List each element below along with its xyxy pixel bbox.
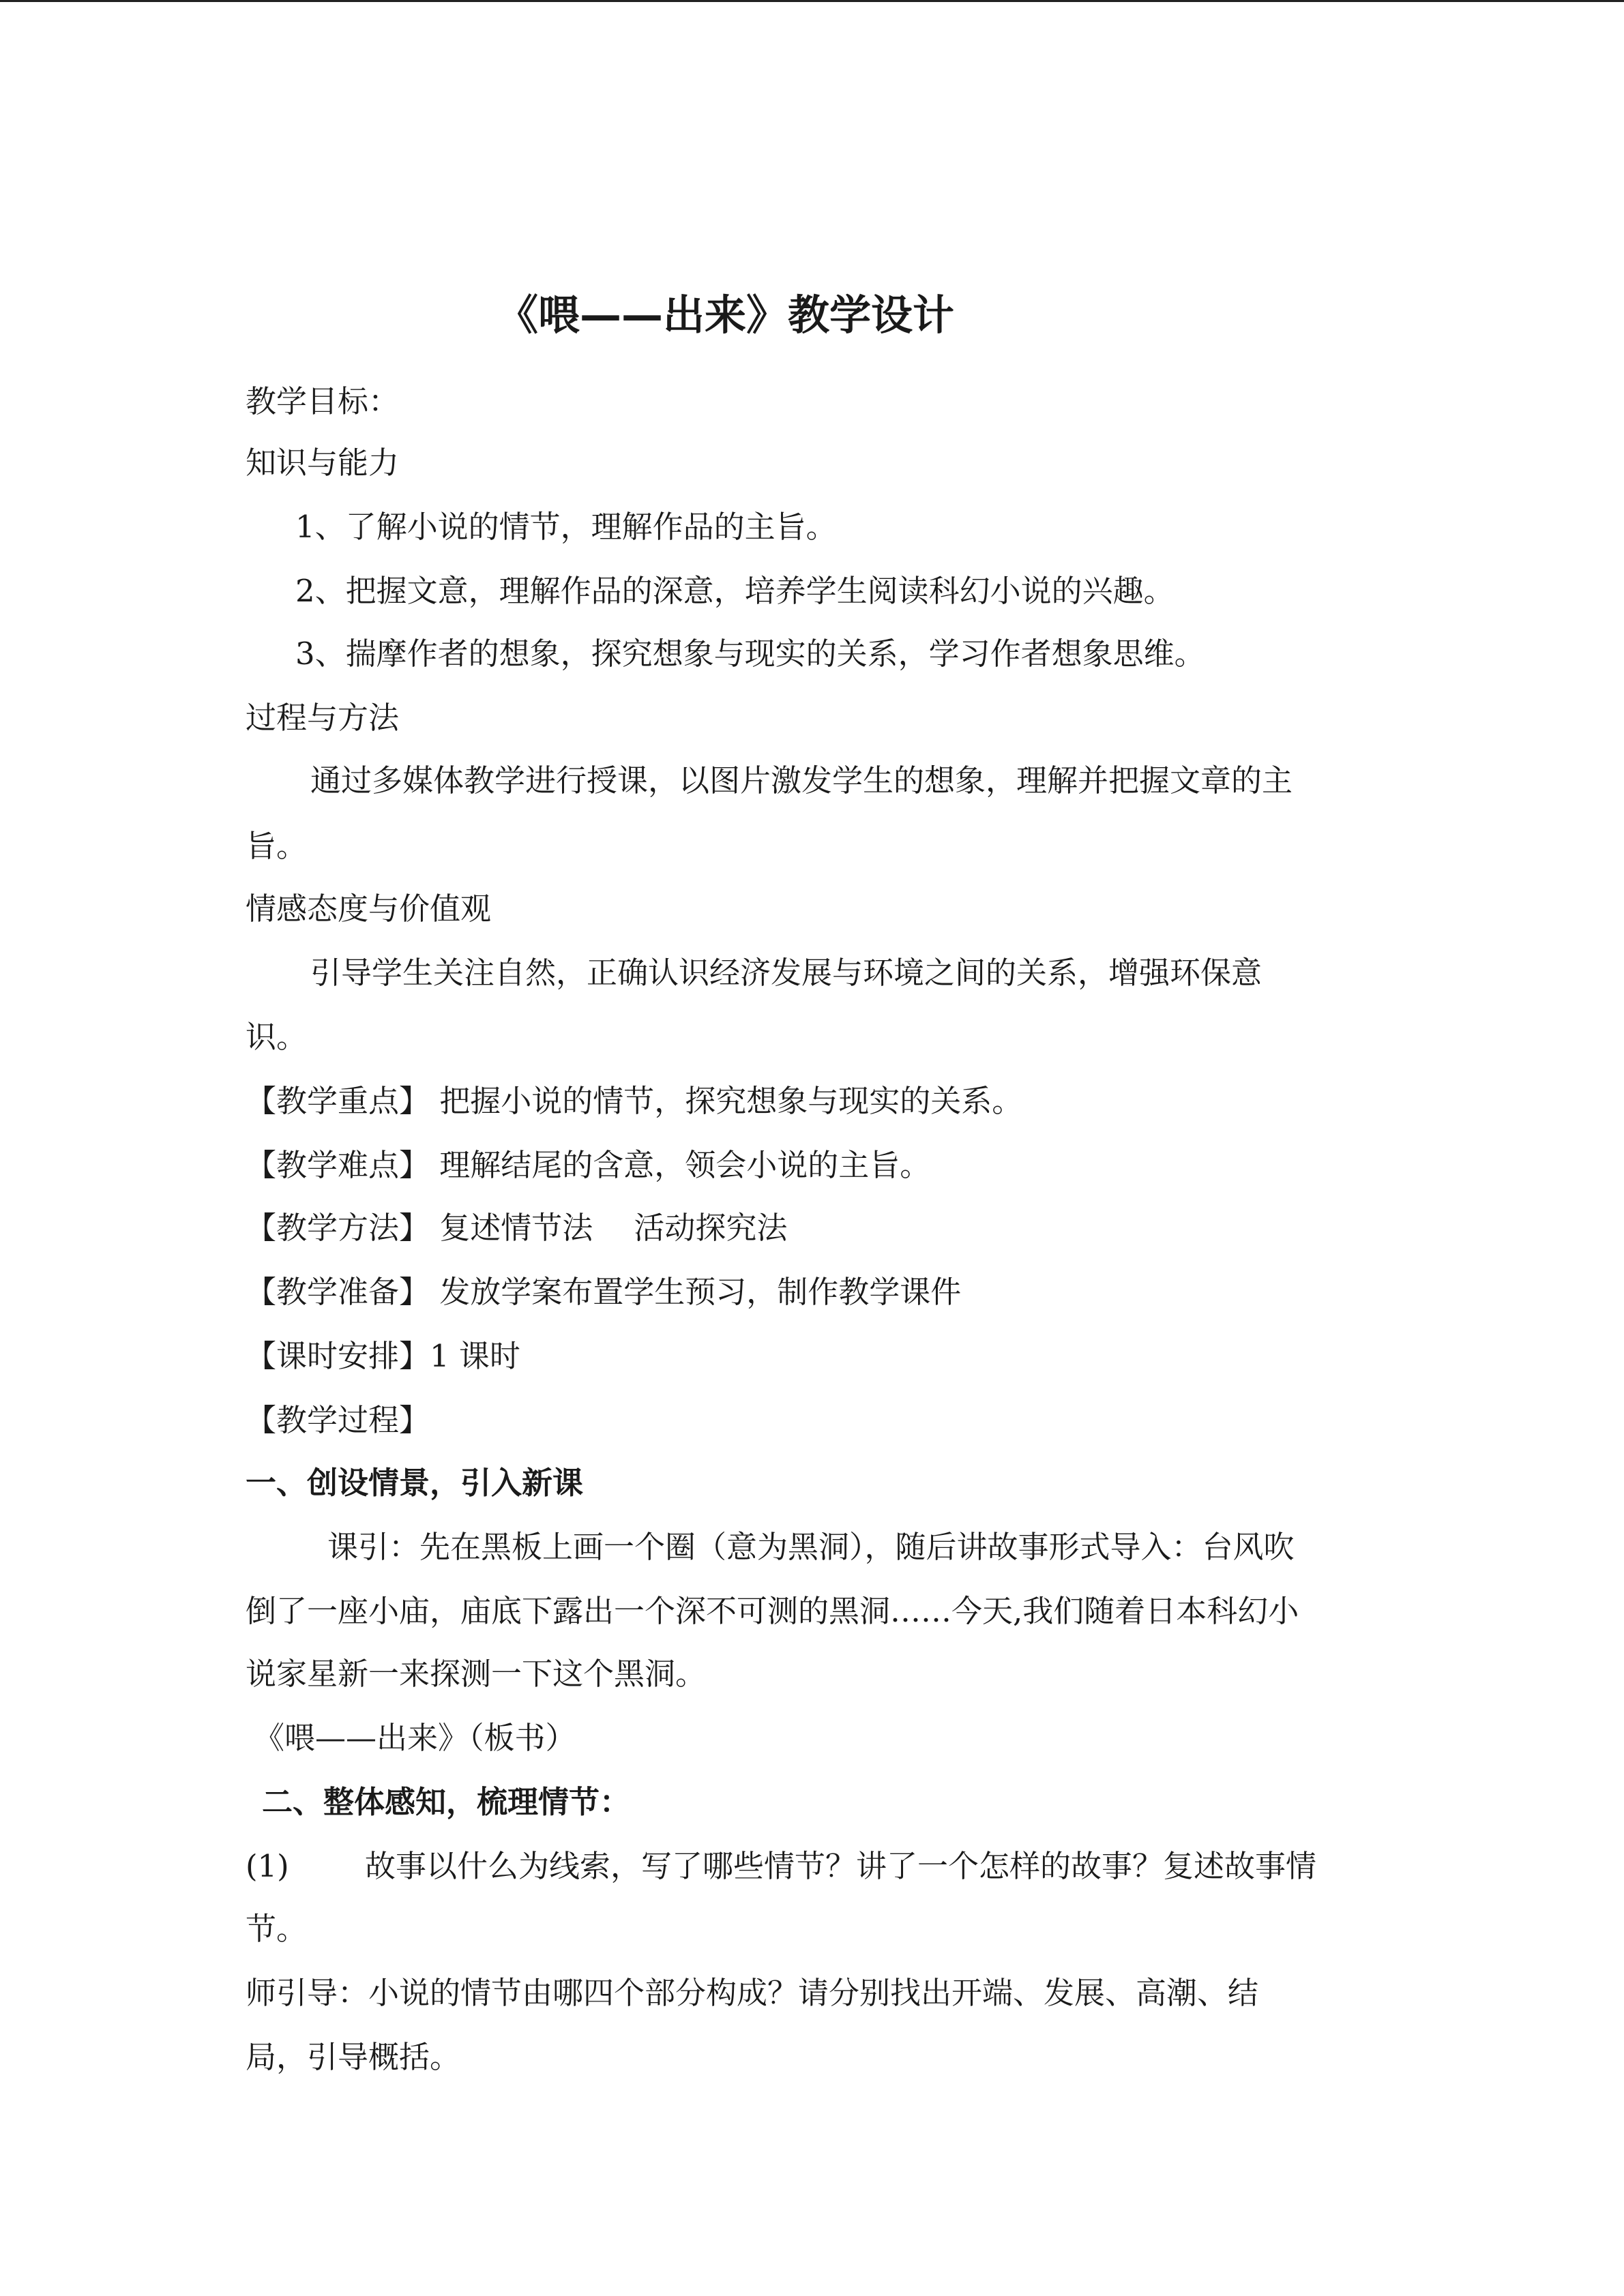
process-text-line-2: 旨。 bbox=[246, 828, 308, 864]
emotion-text-line-2: 识。 bbox=[246, 1019, 308, 1055]
knowledge-item-3: 3、揣摩作者的想象，探究想象与现实的关系，学习作者想象思维。 bbox=[295, 636, 1205, 672]
process-text-line-1: 通过多媒体教学进行授课，以图片激发学生的想象，理解并把握文章的主 bbox=[310, 762, 1293, 799]
knowledge-item-2: 2、把握文意，理解作品的深意，培养学生阅读科幻小说的兴趣。 bbox=[295, 573, 1175, 609]
preparation: 【教学准备】 发放学案布置学生预习，制作教学课件 bbox=[246, 1274, 962, 1310]
schedule: 【课时安排】1 课时 bbox=[246, 1338, 520, 1374]
process-label: 【教学过程】 bbox=[246, 1402, 430, 1438]
section-1-heading: 一、创设情景，引入新课 bbox=[246, 1465, 584, 1501]
method-extra: 活动探究法 bbox=[634, 1210, 788, 1246]
key-point: 【教学重点】 把握小说的情节，探究想象与现实的关系。 bbox=[246, 1083, 1023, 1119]
difficulty: 【教学难点】 理解结尾的含意，领会小说的主旨。 bbox=[246, 1147, 931, 1183]
emotion-text-line-1: 引导学生关注自然，正确认识经济发展与环境之间的关系，增强环保意 bbox=[310, 955, 1263, 991]
teacher-text-line-2: 局，引导概括。 bbox=[246, 2039, 461, 2075]
teaching-method bbox=[246, 1210, 788, 1246]
goals-heading: 教学目标： bbox=[246, 383, 400, 419]
board-text: 《喂——出来》（板书） bbox=[254, 1720, 576, 1756]
knowledge-item-1: 1、了解小说的情节，理解作品的主旨。 bbox=[295, 509, 837, 545]
process-heading: 过程与方法 bbox=[246, 700, 400, 736]
section-1-text-line-2: 倒了一座小庙，庙底下露出一个深不可测的黑洞……今天,我们随着日本科幻小 bbox=[246, 1593, 1299, 1629]
section-1-text-line-1: 课引：先在黑板上画一个圈（意为黑洞），随后讲故事形式导入：台风吹 bbox=[327, 1529, 1295, 1565]
emotion-heading: 情感态度与价值观 bbox=[246, 891, 492, 927]
document-title: 《喂——出来》教学设计 bbox=[497, 291, 955, 340]
knowledge-heading: 知识与能力 bbox=[246, 445, 400, 481]
method-label: 【教学方法】 复述情节法 bbox=[246, 1210, 593, 1246]
question-text-line-1: 故事以什么为线索，写了哪些情节？讲了一个怎样的故事？复述故事情 bbox=[365, 1848, 1317, 1884]
question-text-line-2: 节。 bbox=[246, 1911, 308, 1947]
question-number: (1) bbox=[246, 1848, 289, 1884]
section-2-heading: 二、整体感知，梳理情节： bbox=[262, 1784, 631, 1820]
teacher-text-line-1: 师引导：小说的情节由哪四个部分构成？请分别找出开端、发展、高潮、结 bbox=[246, 1975, 1259, 2011]
section-1-text-line-3: 说家星新一来探测一下这个黑洞。 bbox=[246, 1656, 707, 1692]
